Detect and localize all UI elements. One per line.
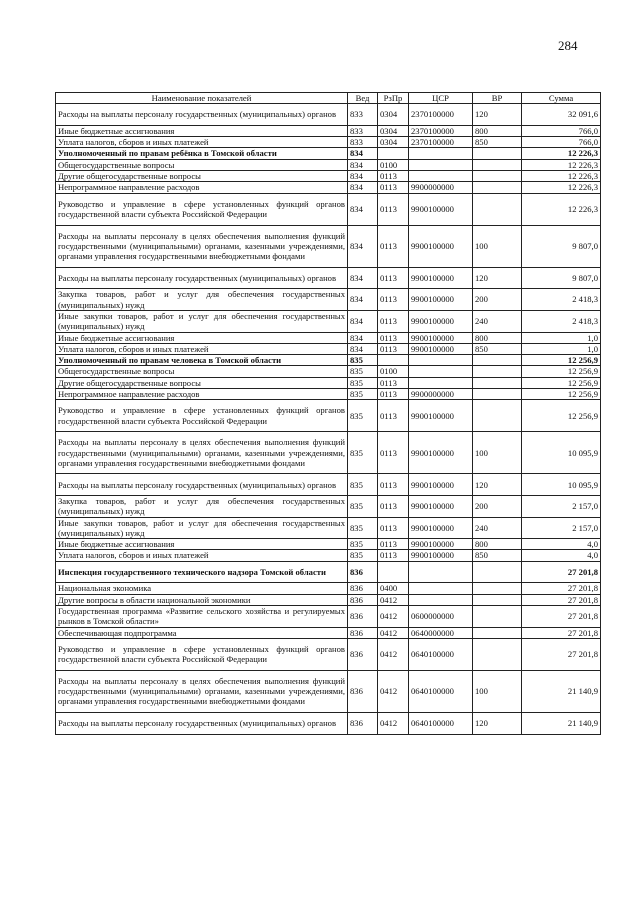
cell-rzpr: 0113	[378, 377, 409, 388]
cell-sum: 21 140,9	[522, 712, 601, 734]
cell-ved: 835	[348, 389, 378, 400]
cell-csr: 0640100000	[409, 638, 473, 670]
cell-name: Руководство и управление в сфере установленных функций органов государственной власти субъекта Российской Федерации	[56, 193, 348, 225]
cell-ved: 834	[348, 159, 378, 170]
cell-name: Закупка товаров, работ и услуг для обеспечения государственных (муниципальных) нужд	[56, 289, 348, 311]
cell-ved: 834	[348, 148, 378, 159]
cell-rzpr	[378, 355, 409, 366]
table-row	[56, 474, 601, 496]
cell-name: Иные закупки товаров, работ и услуг для обеспечения государственных (муниципальных) нужд	[56, 310, 348, 332]
cell-rzpr: 0113	[378, 389, 409, 400]
cell-sum: 12 256,9	[522, 400, 601, 432]
cell-sum: 1,0	[522, 343, 601, 354]
table-row	[56, 193, 601, 225]
cell-name: Расходы на выплаты персоналу в целях обеспечения выполнения функций государственными (муниципальными) органами, казенными учреждениями, органами управления государственными внебюджетными фондами	[56, 670, 348, 712]
cell-ved: 834	[348, 171, 378, 182]
cell-sum: 12 226,3	[522, 182, 601, 193]
cell-csr: 9900100000	[409, 332, 473, 343]
cell-name: Расходы на выплаты персоналу в целях обеспечения выполнения функций государственными (муниципальными) органами, казенными учреждениями, органами управления государственными внебюджетными фондами	[56, 225, 348, 267]
cell-csr	[409, 377, 473, 388]
table-row	[56, 366, 601, 377]
cell-ved: 833	[348, 137, 378, 148]
cell-vr	[473, 355, 522, 366]
cell-ved: 834	[348, 193, 378, 225]
cell-sum: 12 256,9	[522, 366, 601, 377]
cell-sum: 12 226,3	[522, 148, 601, 159]
table-row	[56, 517, 601, 539]
cell-ved: 835	[348, 550, 378, 561]
cell-vr	[473, 400, 522, 432]
cell-sum: 12 256,9	[522, 389, 601, 400]
cell-ved: 834	[348, 182, 378, 193]
cell-sum: 12 226,3	[522, 171, 601, 182]
cell-ved: 836	[348, 627, 378, 638]
cell-rzpr: 0412	[378, 594, 409, 605]
cell-vr	[473, 627, 522, 638]
cell-csr: 9900100000	[409, 495, 473, 517]
table-row	[56, 332, 601, 343]
table-row	[56, 495, 601, 517]
cell-ved: 835	[348, 366, 378, 377]
table-row	[56, 627, 601, 638]
cell-csr: 2370100000	[409, 125, 473, 136]
cell-sum: 27 201,8	[522, 627, 601, 638]
cell-sum: 2 418,3	[522, 289, 601, 311]
table-row	[56, 137, 601, 148]
cell-ved: 833	[348, 104, 378, 126]
table-row	[56, 670, 601, 712]
cell-name: Другие общегосударственные вопросы	[56, 377, 348, 388]
cell-sum: 9 807,0	[522, 225, 601, 267]
cell-name: Уплата налогов, сборов и иных платежей	[56, 343, 348, 354]
cell-vr	[473, 193, 522, 225]
table-row	[56, 310, 601, 332]
table-row	[56, 594, 601, 605]
cell-csr: 9900000000	[409, 389, 473, 400]
cell-csr	[409, 159, 473, 170]
cell-vr	[473, 389, 522, 400]
cell-rzpr: 0113	[378, 225, 409, 267]
cell-rzpr: 0412	[378, 670, 409, 712]
cell-ved: 835	[348, 495, 378, 517]
table-row	[56, 561, 601, 583]
cell-ved: 835	[348, 355, 378, 366]
cell-name: Уполномоченный по правам ребёнка в Томской области	[56, 148, 348, 159]
cell-csr	[409, 561, 473, 583]
cell-name: Руководство и управление в сфере установленных функций органов государственной власти субъекта Российской Федерации	[56, 638, 348, 670]
cell-csr: 0600000000	[409, 605, 473, 627]
cell-sum: 2 157,0	[522, 517, 601, 539]
cell-name: Непрограммное направление расходов	[56, 182, 348, 193]
cell-rzpr: 0412	[378, 605, 409, 627]
cell-csr: 0640100000	[409, 670, 473, 712]
cell-rzpr: 0113	[378, 539, 409, 550]
cell-sum: 10 095,9	[522, 474, 601, 496]
cell-name: Обеспечивающая подпрограмма	[56, 627, 348, 638]
table-row	[56, 148, 601, 159]
cell-vr: 800	[473, 332, 522, 343]
cell-vr	[473, 638, 522, 670]
cell-sum: 766,0	[522, 125, 601, 136]
cell-csr	[409, 355, 473, 366]
cell-name: Национальная экономика	[56, 583, 348, 594]
table-row	[56, 182, 601, 193]
cell-name: Иные бюджетные ассигнования	[56, 125, 348, 136]
cell-name: Другие общегосударственные вопросы	[56, 171, 348, 182]
cell-rzpr	[378, 148, 409, 159]
cell-ved: 833	[348, 125, 378, 136]
cell-vr: 120	[473, 712, 522, 734]
cell-name: Инспекция государственного технического надзора Томской области	[56, 561, 348, 583]
cell-name: Иные бюджетные ассигнования	[56, 539, 348, 550]
cell-vr: 100	[473, 670, 522, 712]
budget-table	[55, 92, 601, 735]
cell-ved: 836	[348, 670, 378, 712]
table-row	[56, 377, 601, 388]
cell-name: Уплата налогов, сборов и иных платежей	[56, 550, 348, 561]
cell-sum: 27 201,8	[522, 638, 601, 670]
cell-ved: 836	[348, 605, 378, 627]
cell-rzpr: 0304	[378, 104, 409, 126]
table-header-row	[56, 93, 601, 104]
cell-csr: 9900100000	[409, 225, 473, 267]
cell-sum: 21 140,9	[522, 670, 601, 712]
cell-ved: 834	[348, 332, 378, 343]
cell-vr: 850	[473, 343, 522, 354]
cell-csr	[409, 148, 473, 159]
table-row	[56, 104, 601, 126]
table-row	[56, 225, 601, 267]
cell-vr: 200	[473, 289, 522, 311]
cell-ved: 835	[348, 517, 378, 539]
table-row	[56, 125, 601, 136]
cell-name: Расходы на выплаты персоналу государственных (муниципальных) органов	[56, 267, 348, 289]
cell-name: Расходы на выплаты персоналу государственных (муниципальных) органов	[56, 104, 348, 126]
table-row	[56, 289, 601, 311]
cell-vr: 200	[473, 495, 522, 517]
cell-name: Уполномоченный по правам человека в Томской области	[56, 355, 348, 366]
cell-rzpr: 0113	[378, 289, 409, 311]
cell-csr: 9900100000	[409, 550, 473, 561]
cell-vr: 800	[473, 539, 522, 550]
cell-sum: 2 157,0	[522, 495, 601, 517]
cell-rzpr: 0113	[378, 400, 409, 432]
cell-name: Государственная программа «Развитие сельского хозяйства и регулируемых рынков в Томской области»	[56, 605, 348, 627]
cell-name: Непрограммное направление расходов	[56, 389, 348, 400]
cell-vr	[473, 182, 522, 193]
cell-rzpr: 0100	[378, 159, 409, 170]
cell-csr: 9900100000	[409, 267, 473, 289]
cell-rzpr: 0113	[378, 193, 409, 225]
cell-vr: 100	[473, 225, 522, 267]
cell-csr: 9900100000	[409, 310, 473, 332]
cell-sum: 1,0	[522, 332, 601, 343]
cell-name: Иные бюджетные ассигнования	[56, 332, 348, 343]
table-row	[56, 355, 601, 366]
cell-name: Уплата налогов, сборов и иных платежей	[56, 137, 348, 148]
cell-sum: 27 201,8	[522, 561, 601, 583]
cell-ved: 836	[348, 638, 378, 670]
cell-rzpr: 0113	[378, 182, 409, 193]
cell-rzpr: 0100	[378, 366, 409, 377]
cell-ved: 836	[348, 561, 378, 583]
cell-vr	[473, 148, 522, 159]
cell-rzpr: 0113	[378, 495, 409, 517]
cell-vr: 120	[473, 267, 522, 289]
cell-sum: 4,0	[522, 550, 601, 561]
cell-rzpr: 0412	[378, 712, 409, 734]
cell-csr: 9900100000	[409, 539, 473, 550]
cell-csr	[409, 171, 473, 182]
cell-ved: 835	[348, 432, 378, 474]
cell-vr	[473, 594, 522, 605]
cell-vr	[473, 583, 522, 594]
cell-csr: 9900100000	[409, 289, 473, 311]
cell-csr: 9900100000	[409, 474, 473, 496]
cell-rzpr: 0113	[378, 474, 409, 496]
cell-csr	[409, 583, 473, 594]
cell-rzpr: 0113	[378, 432, 409, 474]
table-row	[56, 550, 601, 561]
cell-vr	[473, 377, 522, 388]
cell-ved: 834	[348, 225, 378, 267]
table-row	[56, 712, 601, 734]
cell-sum: 4,0	[522, 539, 601, 550]
cell-ved: 836	[348, 594, 378, 605]
cell-vr: 850	[473, 137, 522, 148]
cell-ved: 834	[348, 289, 378, 311]
cell-rzpr: 0113	[378, 171, 409, 182]
cell-name: Общегосударственные вопросы	[56, 159, 348, 170]
header-ved: Вед	[348, 93, 378, 104]
cell-csr: 0640000000	[409, 627, 473, 638]
cell-name: Руководство и управление в сфере установленных функций органов государственной власти субъекта Российской Федерации	[56, 400, 348, 432]
cell-name: Другие вопросы в области национальной экономики	[56, 594, 348, 605]
cell-vr: 850	[473, 550, 522, 561]
cell-ved: 835	[348, 539, 378, 550]
cell-rzpr: 0113	[378, 517, 409, 539]
cell-ved: 834	[348, 267, 378, 289]
cell-vr: 100	[473, 432, 522, 474]
cell-csr: 2370100000	[409, 104, 473, 126]
cell-sum: 766,0	[522, 137, 601, 148]
cell-vr	[473, 561, 522, 583]
cell-ved: 835	[348, 474, 378, 496]
cell-rzpr: 0304	[378, 125, 409, 136]
cell-sum: 10 095,9	[522, 432, 601, 474]
cell-csr: 9900000000	[409, 182, 473, 193]
header-vr: ВР	[473, 93, 522, 104]
cell-name: Расходы на выплаты персоналу в целях обеспечения выполнения функций государственными (муниципальными) органами, казенными учреждениями, органами управления государственными внебюджетными фондами	[56, 432, 348, 474]
cell-vr	[473, 159, 522, 170]
cell-vr: 240	[473, 310, 522, 332]
cell-sum: 9 807,0	[522, 267, 601, 289]
table-row	[56, 539, 601, 550]
cell-vr: 240	[473, 517, 522, 539]
cell-csr: 9900100000	[409, 193, 473, 225]
cell-csr: 9900100000	[409, 400, 473, 432]
cell-vr	[473, 171, 522, 182]
cell-sum: 27 201,8	[522, 605, 601, 627]
page-number: 284	[558, 38, 578, 53]
cell-sum: 12 256,9	[522, 355, 601, 366]
cell-vr: 800	[473, 125, 522, 136]
cell-rzpr: 0412	[378, 638, 409, 670]
cell-sum: 12 226,3	[522, 193, 601, 225]
table-body	[56, 104, 601, 734]
table-row	[56, 638, 601, 670]
cell-ved: 834	[348, 343, 378, 354]
cell-rzpr: 0113	[378, 550, 409, 561]
header-csr: ЦСР	[409, 93, 473, 104]
cell-name: Общегосударственные вопросы	[56, 366, 348, 377]
cell-sum: 12 226,3	[522, 159, 601, 170]
cell-sum: 27 201,8	[522, 594, 601, 605]
table-row	[56, 343, 601, 354]
cell-name: Иные закупки товаров, работ и услуг для обеспечения государственных (муниципальных) нужд	[56, 517, 348, 539]
table-row	[56, 171, 601, 182]
cell-csr: 9900100000	[409, 343, 473, 354]
header-name: Наименование показателей	[56, 93, 348, 104]
cell-csr: 2370100000	[409, 137, 473, 148]
cell-rzpr: 0400	[378, 583, 409, 594]
cell-csr: 9900100000	[409, 517, 473, 539]
cell-rzpr: 0113	[378, 310, 409, 332]
cell-ved: 835	[348, 377, 378, 388]
cell-name: Закупка товаров, работ и услуг для обеспечения государственных (муниципальных) нужд	[56, 495, 348, 517]
cell-sum: 12 256,9	[522, 377, 601, 388]
cell-sum: 32 091,6	[522, 104, 601, 126]
cell-sum: 2 418,3	[522, 310, 601, 332]
cell-vr: 120	[473, 474, 522, 496]
header-sum: Сумма	[522, 93, 601, 104]
cell-ved: 836	[348, 712, 378, 734]
cell-name: Расходы на выплаты персоналу государственных (муниципальных) органов	[56, 712, 348, 734]
table-row	[56, 400, 601, 432]
table-row	[56, 583, 601, 594]
cell-csr	[409, 594, 473, 605]
cell-rzpr	[378, 561, 409, 583]
cell-rzpr: 0113	[378, 267, 409, 289]
cell-rzpr: 0304	[378, 137, 409, 148]
cell-name: Расходы на выплаты персоналу государственных (муниципальных) органов	[56, 474, 348, 496]
header-rzpr: РзПр	[378, 93, 409, 104]
cell-ved: 835	[348, 400, 378, 432]
cell-csr	[409, 366, 473, 377]
cell-vr	[473, 366, 522, 377]
cell-rzpr: 0113	[378, 343, 409, 354]
cell-rzpr: 0412	[378, 627, 409, 638]
table-row	[56, 605, 601, 627]
cell-sum: 27 201,8	[522, 583, 601, 594]
table-row	[56, 159, 601, 170]
cell-csr: 9900100000	[409, 432, 473, 474]
table-row	[56, 389, 601, 400]
cell-vr	[473, 605, 522, 627]
cell-vr: 120	[473, 104, 522, 126]
cell-csr: 0640100000	[409, 712, 473, 734]
table-row	[56, 432, 601, 474]
cell-ved: 836	[348, 583, 378, 594]
cell-ved: 834	[348, 310, 378, 332]
cell-rzpr: 0113	[378, 332, 409, 343]
table-row	[56, 267, 601, 289]
